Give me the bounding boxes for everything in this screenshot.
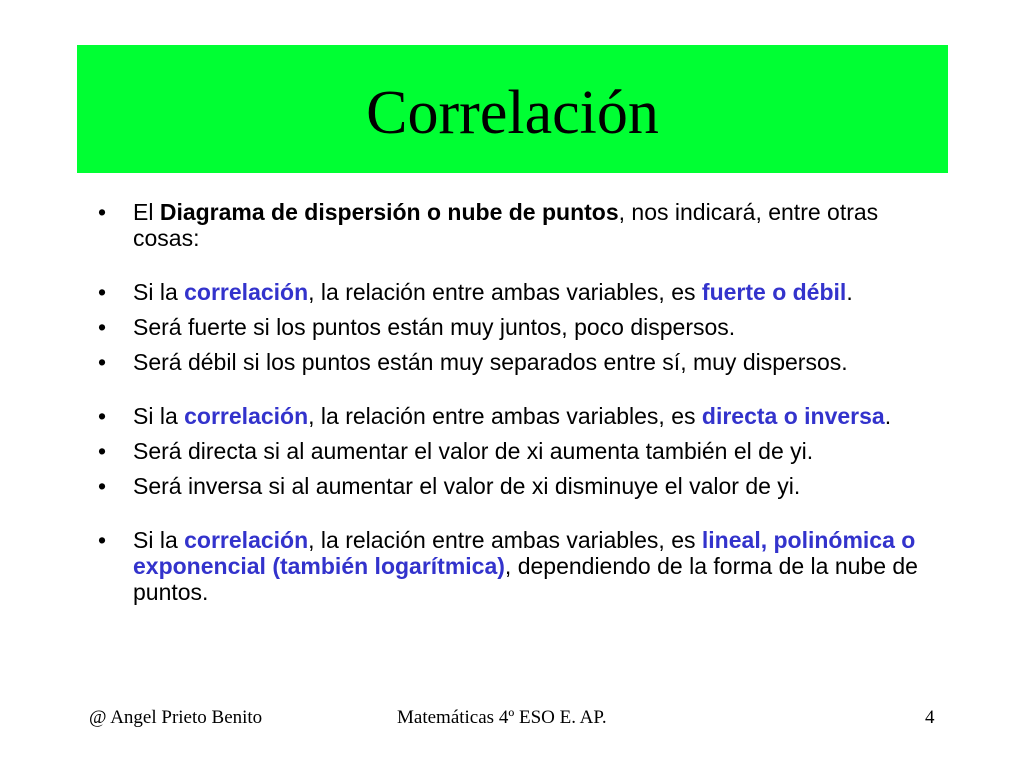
bullet-item [98,349,948,375]
bullet-text: Si la correlación, la relación entre ambas variables, es fuerte o débil. [133,279,853,305]
bullet-marker: • [98,527,107,553]
bullet-marker: • [98,279,107,305]
footer-course: Matemáticas 4º ESO E. AP. [397,707,607,728]
bullet-marker: • [98,349,107,375]
title-banner [77,45,948,173]
bullet-text: Será inversa si al aumentar el valor de xi disminuye el valor de yi. [133,473,801,499]
footer-author: @ Angel Prieto Benito [89,707,263,728]
bullet-item [98,199,948,251]
bullet-item [98,438,948,464]
bullet-text: Si la correlación, la relación entre ambas variables, es lineal, polinómica o exponencial (también logarítmica), dependiendo de la forma de la nube de puntos. [133,527,918,605]
bullet-list [98,199,948,605]
bullet-item [98,473,948,499]
bullet-item [98,314,948,340]
bullet-text: Si la correlación, la relación entre ambas variables, es directa o inversa. [133,403,892,429]
bullet-marker: • [98,438,107,464]
bullet-marker: • [98,403,107,429]
bullet-marker: • [98,473,107,499]
bullet-text: Será débil si los puntos están muy separados entre sí, muy dispersos. [133,349,848,375]
footer-page-number: 4 [925,707,935,728]
bullet-marker: • [98,199,107,225]
bullet-item [98,527,948,605]
bullet-text: Será fuerte si los puntos están muy juntos, poco dispersos. [133,314,736,340]
bullet-text: Será directa si al aumentar el valor de xi aumenta también el de yi. [133,438,814,464]
bullet-text: El Diagrama de dispersión o nube de puntos, nos indicará, entre otras cosas: [133,199,879,251]
bullet-item [98,279,948,305]
bullet-marker: • [98,314,107,340]
slide-title: Correlación [366,79,659,147]
bullet-item [98,403,948,429]
